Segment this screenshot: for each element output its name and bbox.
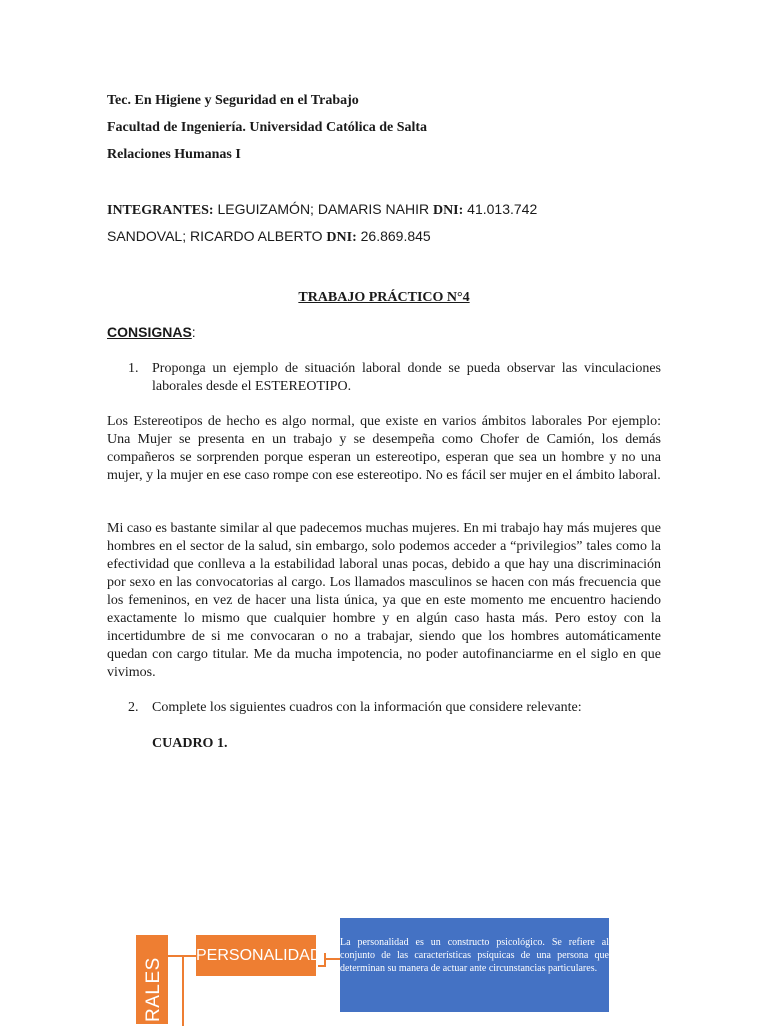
page-title: TRABAJO PRÁCTICO N°4	[298, 290, 470, 305]
header-subject: Relaciones Humanas I	[107, 147, 241, 162]
consignas-suffix: :	[191, 324, 196, 340]
personalidad-node: PERSONALIDAD	[196, 935, 316, 976]
member2-name: SANDOVAL; RICARDO ALBERTO	[107, 228, 327, 244]
connector-line	[168, 955, 182, 957]
item-number: 1.	[128, 361, 139, 376]
dni-label: DNI:	[432, 203, 464, 218]
integrantes-label: INTEGRANTES:	[107, 203, 214, 218]
dni-label: DNI:	[326, 230, 357, 245]
description-box	[340, 918, 609, 1012]
paragraph: Mi caso es bastante similar al que padecemos muchas mujeres. En mi trabajo hay más mujeres que hombres en el sector de la salud, sin embargo, solo podemos acceder a “privilegios” tales como la efectividad que conlleva a la estabilidad laboral unas pocas, debido a que hay una discriminación por sexo en las convocatorias al cargo. Los llamados masculinos se hacen con más frecuencia que los femeninos, en vez de hacer una lista única, ya que en este momento me encuentro haciendo exactamente lo mismo que cualquier hombre y en algún caso hasta más. Pero estoy con la incertidumbre de si me convocaran o no a trabajar, siendo que los hombres automáticamente quedan con cargo titular. Me da mucha impotencia, no poder autofinanciarme en el siglo en que vivimos.	[107, 521, 661, 680]
member2-dni: 26.869.845	[356, 228, 431, 244]
category-label: RALES	[143, 957, 164, 1022]
description-text: La personalidad es un constructo psicológico. Se refiere al conjunto de las características psíquicas de una persona que determinan su manera de actuar ante circunstancias particulares.	[340, 937, 609, 974]
header-faculty: Facultad de Ingeniería. Universidad Católica de Salta	[107, 120, 428, 135]
list-item	[128, 360, 661, 396]
consignas-heading	[107, 324, 196, 340]
header-program: Tec. En Higiene y Seguridad en el Trabajo	[107, 93, 359, 108]
item-number: 2.	[128, 700, 139, 715]
item-text: Proponga un ejemplo de situación laboral donde se pueda observar las vinculaciones laborales desde el ESTEREOTIPO.	[152, 361, 661, 394]
paragraph: Los Estereotipos de hecho es algo normal, que existe en varios ámbitos laborales Por ejemplo: Una Mujer se presenta en un trabajo y se desempeña como Chofer de Camión, los demás compañeros se sorprenden porque esperan un estereotipo, esperan que sea un hombre y no una mujer, y la mujer en ese caso rompe con ese estereotipo. No es fácil ser mujer en el ámbito laboral.	[107, 414, 661, 483]
member1-dni: 41.013.742	[463, 201, 538, 217]
item-text: Complete los siguientes cuadros con la información que considere relevante:	[152, 700, 582, 715]
member1-name: LEGUIZAMÓN; DAMARIS NAHIR	[213, 201, 433, 217]
integrantes-line-2	[107, 227, 431, 247]
consignas-label: CONSIGNAS	[107, 324, 192, 340]
connector-line	[324, 958, 340, 960]
list-item	[128, 699, 661, 717]
connector-line	[318, 953, 326, 967]
integrantes-line-1	[107, 200, 537, 220]
cuadro-label: CUADRO 1.	[152, 736, 228, 751]
